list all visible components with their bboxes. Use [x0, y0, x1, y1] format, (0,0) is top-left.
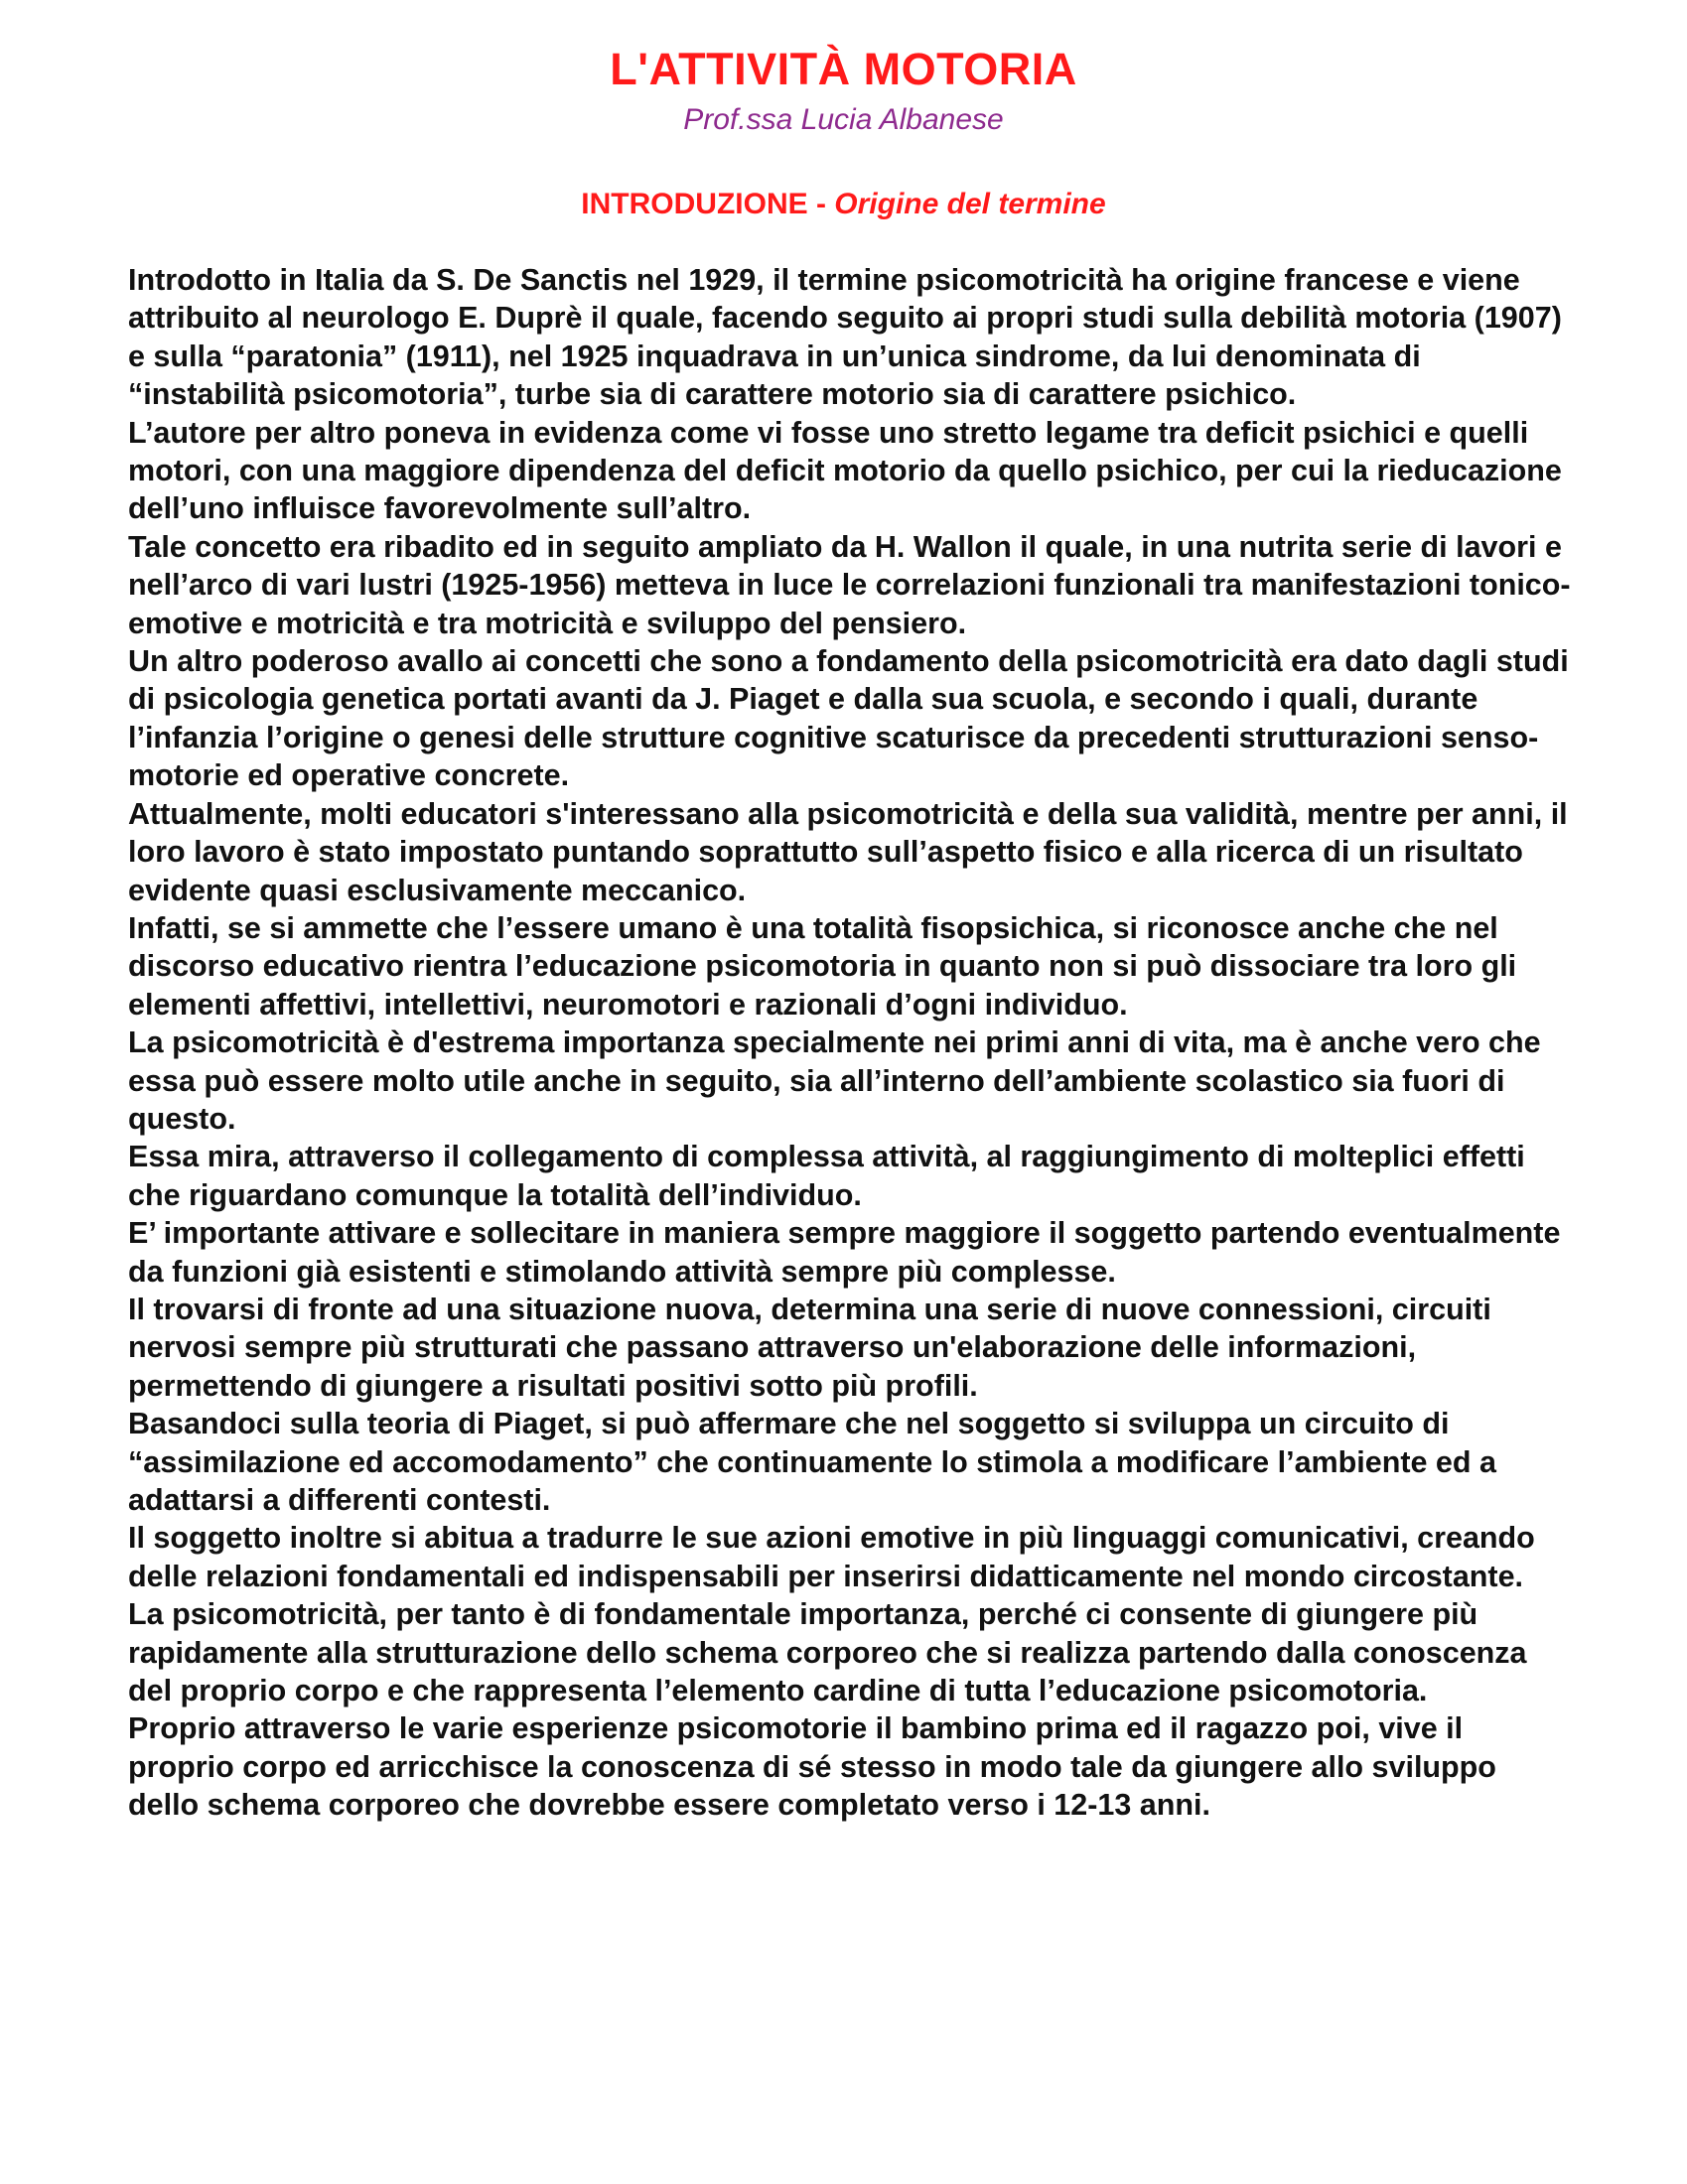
paragraph: Essa mira, attraverso il collegamento di complessa attività, al raggiungimento di molteplici effetti che riguardano comunque la totalità dell’individuo. — [128, 1140, 1525, 1212]
section-heading-main: INTRODUZIONE - — [581, 188, 835, 220]
paragraph: Il trovarsi di fronte ad una situazione nuova, determina una serie di nuove connessioni, circuiti nervosi sempre più strutturati che passano attraverso un'elaborazione delle informazioni, permettendo di giungere a risultati positivi sotto più profili. — [128, 1292, 1491, 1403]
section-heading-subtitle: Origine del termine — [834, 188, 1106, 220]
paragraph: Introdotto in Italia da S. De Sanctis nel 1929, il termine psicomotricità ha origine francese e viene attribuito al neurologo E. Duprè il quale, facendo seguito ai propri studi sulla debilità motoria (1907) e sulla “paratonia” (1911), nel 1925 inquadrava in un’unica sindrome, da lui denominata di “instabilità psicomotoria”, turbe sia di carattere motorio sia di carattere psichico. — [128, 263, 1562, 412]
body-text — [128, 261, 1573, 1825]
paragraph: Attualmente, molti educatori s'interessano alla psicomotricità e della sua validità, mentre per anni, il loro lavoro è stato impostato puntando soprattutto sull’aspetto fisico e alla ricerca di un risultato evidente quasi esclusivamente meccanico. — [128, 796, 1568, 907]
paragraph: Un altro poderoso avallo ai concetti che sono a fondamento della psicomotricità era dato dagli studi di psicologia genetica portati avanti da J. Piaget e dalla sua scuola, e secondo i quali, durante l’infanzia l’origine o genesi delle strutture cognitive scaturisce da precedenti strutturazioni senso-motorie ed operative concrete. — [128, 644, 1569, 793]
document-title: L'ATTIVITÀ MOTORIA — [610, 44, 1077, 94]
paragraph: L’autore per altro poneva in evidenza come vi fosse uno stretto legame tra deficit psichici e quelli motori, con una maggiore dipendenza del deficit motorio da quello psichico, per cui la rieducazione dell’uno influisce favorevolmente sull’altro. — [128, 415, 1562, 526]
paragraph: La psicomotricità, per tanto è di fondamentale importanza, perché ci consente di giungere più rapidamente alla strutturazione dello schema corporeo che si realizza partendo dalla conoscenza del proprio corpo e che rappresenta l’elemento cardine di tutta l’educazione psicomotoria. — [128, 1597, 1527, 1708]
paragraph: La psicomotricità è d'estrema importanza specialmente nei primi anni di vita, ma è anche vero che essa può essere molto utile anche in seguito, sia all’interno dell’ambiente scolastico sia fuori di questo. — [128, 1025, 1541, 1136]
author-name: Prof.ssa Lucia Albanese — [683, 103, 1004, 136]
paragraph: Il soggetto inoltre si abitua a tradurre le sue azioni emotive in più linguaggi comunicativi, creando delle relazioni fondamentali ed indispensabili per inserirsi didatticamente nel mondo circostante. — [128, 1521, 1535, 1593]
paragraph: Tale concetto era ribadito ed in seguito ampliato da H. Wallon il quale, in una nutrita serie di lavori e nell’arco di vari lustri (1925-1956) metteva in luce le correlazioni funzionali tra manifestazioni tonico-emotive e motricità e tra motricità e sviluppo del pensiero. — [128, 529, 1571, 640]
paragraph: Basandoci sulla teoria di Piaget, si può affermare che nel soggetto si sviluppa un circuito di “assimilazione ed accomodamento” che continuamente lo stimola a modificare l’ambiente ed a adattarsi a differenti contesti. — [128, 1407, 1496, 1517]
paragraph: E’ importante attivare e sollecitare in maniera sempre maggiore il soggetto partendo eventualmente da funzioni già esistenti e stimolando attività sempre più complesse. — [128, 1216, 1561, 1289]
paragraph: Proprio attraverso le varie esperienze psicomotorie il bambino prima ed il ragazzo poi, vive il proprio corpo ed arricchisce la conoscenza di sé stesso in modo tale da giungere allo sviluppo dello schema corporeo che dovrebbe essere completato verso i 12-13 anni. — [128, 1711, 1496, 1823]
section-heading — [0, 185, 1687, 224]
paragraph: Infatti, se si ammette che l’essere umano è una totalità fisopsichica, si riconosce anche che nel discorso educativo rientra l’educazione psicomotoria in quanto non si può dissociare tra loro gli elementi affettivi, intellettivi, neuromotori e razionali d’ogni individuo. — [128, 910, 1517, 1022]
